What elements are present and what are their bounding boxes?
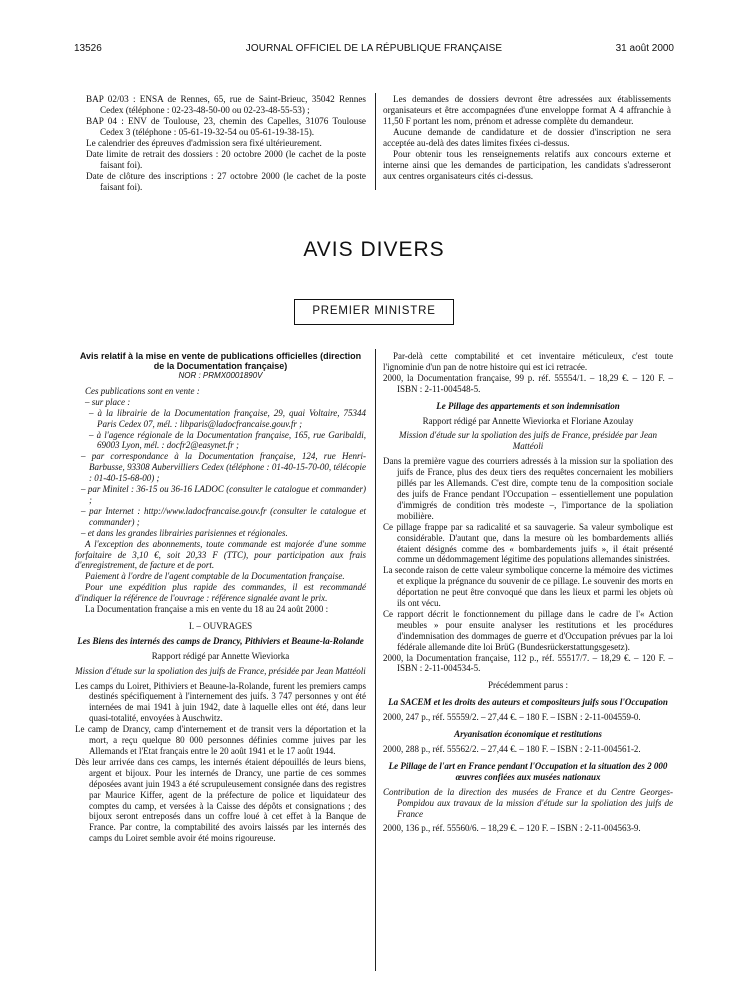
intro-line: Ces publications sont en vente : [85,385,200,396]
top-right-column [383,94,671,182]
book-subtitle: Contribution de la direction des musées de France et du Centre Georges-Pompidou aux travaux de la mission d'étude sur la spoliation des juifs de France [383,786,673,819]
paragraph: Dans la première vague des courriers adressés à la mission sur la spoliation des juifs de France, plus des deux tiers des requêtes concernaient les mobiliers pillés par les Allemands. C'est dire, compte tenu de la composition sociale des juifs de France pendant l'Occupation – essentiellement une population d'immigrés de condition très modeste –, l'importance de la spoliation mobilière. [383,456,673,521]
paragraph: BAP 04 : ENV de Toulouse, 23, chemin des Capelles, 31076 Toulouse Cedex 3 (téléphone : 05-61-19-32-54 ou 05-61-19-38-15). [86,116,366,137]
book-reference: 2000, la Documentation française, 112 p., réf. 55517/7. – 18,29 €. – 120 F. – ISBN : 2-11-004534-5. [383,652,673,674]
book-author: Rapport rédigé par Annette Wieviorka et Floriane Azoulay [422,415,634,426]
nor-reference: NOR : PRMX0001890V [178,371,263,380]
paragraph: La seconde raison de cette valeur symbolique concerne la mémoire des victimes et explique la prégnance du souvenir de ce pillage. Le souvenir des morts en déportation ne peut être convoqué que dans les lieux et parmi les objets où ils ont vécu. [383,565,673,609]
list-item: – et dans les grandes librairies parisiennes et régionales. [81,527,288,538]
list-item: – à la librairie de la Documentation française, 29, quai Voltaire, 75344 Paris Cedex 07, mél. : libparis@ladocfrancaise.gouv.fr ; [89,407,366,429]
paragraph: Date limite de retrait des dossiers : 20 octobre 2000 (le cachet de la poste faisant foi). [86,149,366,170]
page-number: 13526 [74,43,102,54]
column-rule [375,349,376,971]
paragraph: Le calendrier des épreuves d'admission sera fixé ultérieurement. [86,138,322,148]
list-item: – par Internet : http://www.ladocfrancaise.gouv.fr (consulter le catalogue et commander) ; [81,505,366,527]
paragraph: Ce pillage frappe par sa radicalité et sa sauvagerie. Sa valeur symbolique est considérable. D'autant que, dans la mesure où les bombardements alliés étaient désignés comme des « bombardements juifs », il était présenté comme un dédommagement légitime des populations allemandes sinistrées. [383,521,673,565]
book-mission: Mission d'étude sur la spoliation des juifs de France, présidée par Jean Mattéoli [75,665,366,676]
book-reference: 2000, 136 p., réf. 55560/6. – 18,29 €. – 120 F. – ISBN : 2-11-004563-9. [383,823,641,834]
section-title: AVIS DIVERS [303,238,445,261]
sale-notice: La Documentation française a mis en vente du 18 au 24 août 2000 : [85,604,329,615]
paragraph: Les demandes de dossiers devront être adressées aux établissements organisateurs et être accompagnées d'une enveloppe format A 4 affranchie à 11,50 F portant les nom, prénom et adresse complète du demandeur. [383,94,671,126]
book-title: Aryanisation économique et restitutions [454,729,602,740]
column-rule [375,93,376,190]
page-header [74,43,674,57]
paragraph: Date de clôture des inscriptions : 27 octobre 2000 (le cachet de la poste faisant foi). [86,171,366,192]
ministry-box: PREMIER MINISTRE [294,299,454,325]
book-title: Le Pillage de l'art en France pendant l'Occupation et la situation des 2 000 œuvres confiées aux musées nationaux [388,760,668,782]
book-title: La SACEM et les droits des auteurs et compositeurs juifs sous l'Occupation [388,697,668,708]
book-title: Les Biens des internés des camps de Drancy, Pithiviers et Beaune-la-Rolande [77,635,364,646]
list-item: – à l'agence régionale de la Documentation française, 165, rue Garibaldi, 69003 Lyon, mél. : docfr2@easynet.fr ; [89,429,366,451]
paragraph: BAP 02/03 : ENSA de Rennes, 65, rue de Saint-Brieuc, 35042 Rennes Cedex (téléphone : 02-23-48-50-00 ou 02-23-48-55-53) ; [86,94,366,115]
note: Paiement à l'ordre de l'agent comptable de la Documentation française. [85,571,345,582]
avis-title: Avis relatif à la mise en vente de publications officielles (direction de la Documentation française) [79,351,362,371]
note: A l'exception des abonnements, toute commande est majorée d'une somme forfaitaire de 3,10 €, soit 20,33 F (TTC), pour participation aux frais d'enregistrement, de facture et de port. [75,538,366,571]
book-title: Le Pillage des appartements et son indemnisation [436,400,620,411]
main-right-column [383,351,673,834]
paragraph: Les camps du Loiret, Pithiviers et Beaune-la-Rolande, furent les premiers camps destinés spécifiquement à l'internement des juifs. 3 747 personnes y ont été internées de mai 1941 à juin 1942, date à laquelle elles ont été, dans leur quasi-totalité, envoyées à Auschwitz. [75,680,366,724]
paragraph: Ce rapport décrit le fonctionnement du pillage dans le cadre de l'« Action meubles » pour ensuite analyser les restitutions et les procédures d'indemnisation des dommages de guerre et d'Occupation prévues par la loi fédérale allemande dite loi BrüG (Bundesrückerstattungsgesetz). [383,608,673,652]
previously-heading: Précédemment parus : [488,680,568,691]
top-left-column [86,94,366,193]
book-author: Rapport rédigé par Annette Wieviorka [151,650,290,661]
book-reference: 2000, 288 p., réf. 55562/2. – 27,44 €. – 180 F. – ISBN : 2-11-004561-2. [383,744,641,754]
ouvrages-heading: I. – OUVRAGES [188,620,253,631]
intro-line: – sur place : [85,396,131,407]
paragraph: Le camp de Drancy, camp d'internement et de transit vers la déportation et la mort, a reçu quelque 80 000 personnes définies comme juives par les Allemands et l'Etat français entre le 20 août 1941 et le 17 août 1944. [75,724,366,756]
note: Pour une expédition plus rapide des commandes, il est recommandé d'indiquer la référence de l'ouvrage : référence signalée avant le prix. [75,582,366,604]
paragraph: Pour obtenir tous les renseignements relatifs aux concours externe et interne ainsi que les demandes de participation, les candidats s'adresseront aux centres organisateurs cités ci-dessus. [383,149,671,181]
issue-date: 31 août 2000 [615,43,674,54]
paragraph: Aucune demande de candidature et de dossier d'inscription ne sera acceptée au-delà des dates limites fixées ci-dessus. [383,127,671,148]
book-mission: Mission d'étude sur la spoliation des juifs de France, présidée par Jean Mattéoli [399,430,657,452]
book-reference: 2000, la Documentation française, 99 p. réf. 55554/1. – 18,29 €. – 120 F. – ISBN : 2-11-004548-5. [383,372,673,394]
list-item: – par correspondance à la Documentation française, 124, rue Henri-Barbusse, 93308 Aubervilliers Cedex (téléphone : 01-40-15-70-00, télécopie : 01-40-15-68-00) ; [81,451,366,484]
list-item: – par Minitel : 36-15 ou 36-16 LADOC (consulter le catalogue et commander) ; [81,484,366,505]
paragraph: Par-delà cette comptabilité et cet inventaire méticuleux, c'est toute l'ignominie d'un pan de notre histoire qui est ici retracée. [383,351,673,372]
book-reference: 2000, 247 p., réf. 55559/2. – 27,44 €. – 180 F. – ISBN : 2-11-004559-0. [383,712,641,723]
main-left-column [75,351,366,844]
journal-title: JOURNAL OFFICIEL DE LA RÉPUBLIQUE FRANÇAISE [245,43,503,54]
paragraph: Dès leur arrivée dans ces camps, les internés étaient dépouillés de leurs biens, argent et bijoux. Pour les internés de Drancy, une partie de ces sommes déposées avant juin 1943 a été scrupuleusement consignée dans des registres par Maurice Kiffer, agent de la préfecture de police et liquidateur des comptes du camp, et versées à la Caisse des dépôts et consignations ; des bijoux seront entreposés dans un coffre loué à cet effet à la Banque de France. Par contre, la comptabilité des avoirs laissés par les internés des camps du Loiret semble avoir été moins rigoureuse. [75,756,366,844]
